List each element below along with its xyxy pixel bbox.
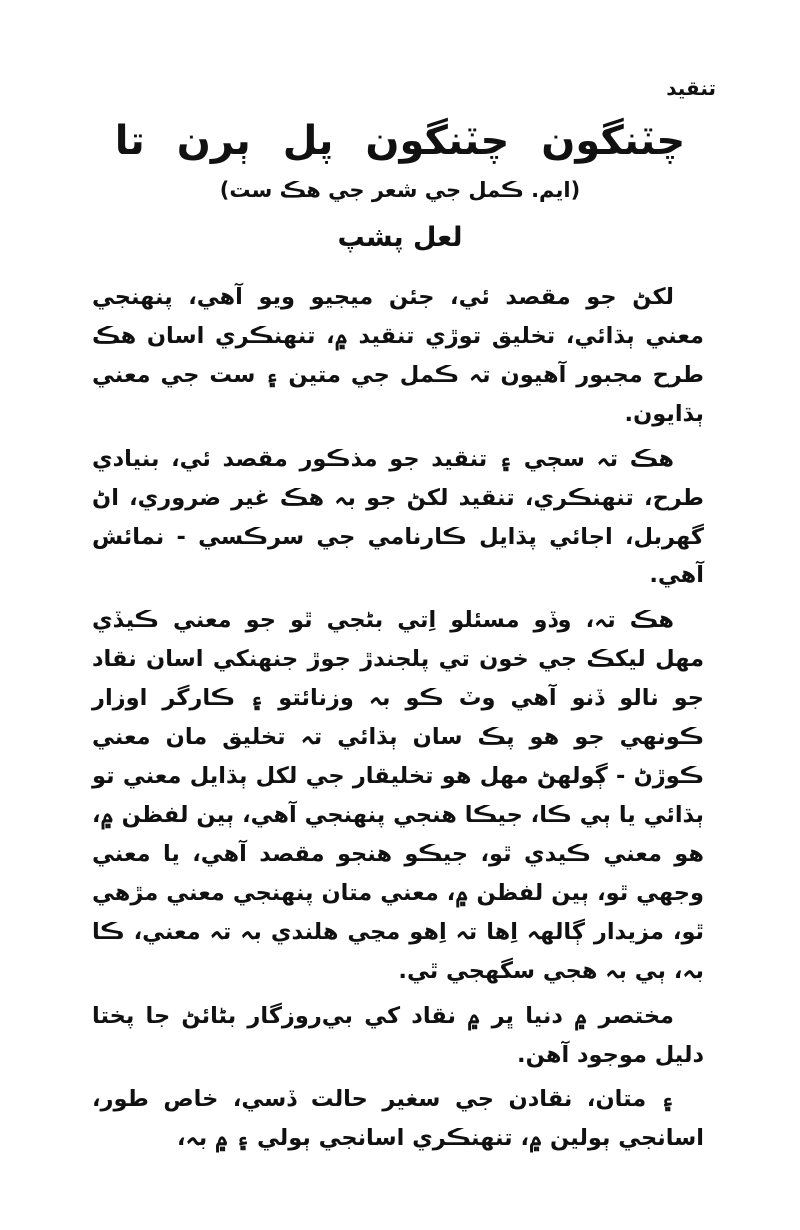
article-body xyxy=(92,278,704,1164)
paragraph-1: لکڻ جو مقصد ئي، جئن ميجيو ويو آهي، پنهنجي معني ٻڌائي، تخليق توڙي تنقيد ۾، تنهنڪري اسان هڪ طرح مجبور آهيون تہ ڪمل جي متين ۽ ست جي معني ٻڌايون. xyxy=(92,284,704,427)
article-author: لعل پشپ xyxy=(337,222,463,253)
paragraph-3: هڪ تہ، وڏو مسئلو اِتي بڻجي ٿو جو معني ڪيڏي مهل ليکڪ جي خون تي پلجندڙ جوڙ جنهنکي اسان نقاد جو نالو ڏنو آهي وٽ ڪو بہ وزنائتو ۽ ڪارگر اوزار ڪونهي جو هو پڪ سان ٻڌائي تہ تخليق مان معني ڪوڙڻ - ڳولهڻ مهل هو تخليقار جي لکل ٻڌايل معني تو ٻڌائي يا ٻي ڪا، جيڪا هنجي پنهنجي آهي، ٻين لفظن ۾، هو معني ڪيدي ٿو، جيڪو هنجو مقصد آهي، يا معني وجهي ٿو، ٻين لفظن ۾، معني متان پنهنجي معني مڙهي ٿو، مزيدار ڳالهہ اِها تہ اِهو مڃي هلندي بہ تہ معني، ڪا بہ، ٻي بہ هجي سگهجي ٿي. xyxy=(92,607,704,984)
paragraph-2: هڪ تہ سڄي ۽ تنقيد جو مذڪور مقصد ئي، بنيادي طرح، تنهنڪري، تنقيد لکڻ جو بہ هڪ غير ضروري، اڻ گهربل، اجائي پڌايل ڪارنامي جي سرڪسي - نمائش آهي. xyxy=(92,445,704,589)
article-title: چٽنگون چٽنگون پل ٻرن تا xyxy=(114,118,686,164)
paragraph-5: ۽ متان، نقادن جي سغير حالت ڏسي، خاص طور، اسانجي ٻولين ۾، تنهنڪري اسانجي ٻولي ۽ ۾ بہ، xyxy=(92,1086,704,1152)
paragraph-4: مختصر ۾ دنيا ڀر ۾ نقاد کي بي‌روزگار بڻائڻ جا پختا دليل موجود آهن. xyxy=(92,1002,704,1068)
section-label: تنقيد xyxy=(666,76,716,100)
article-subtitle: (ايم. ڪمل جي شعر جي هڪ ست) xyxy=(219,178,581,202)
